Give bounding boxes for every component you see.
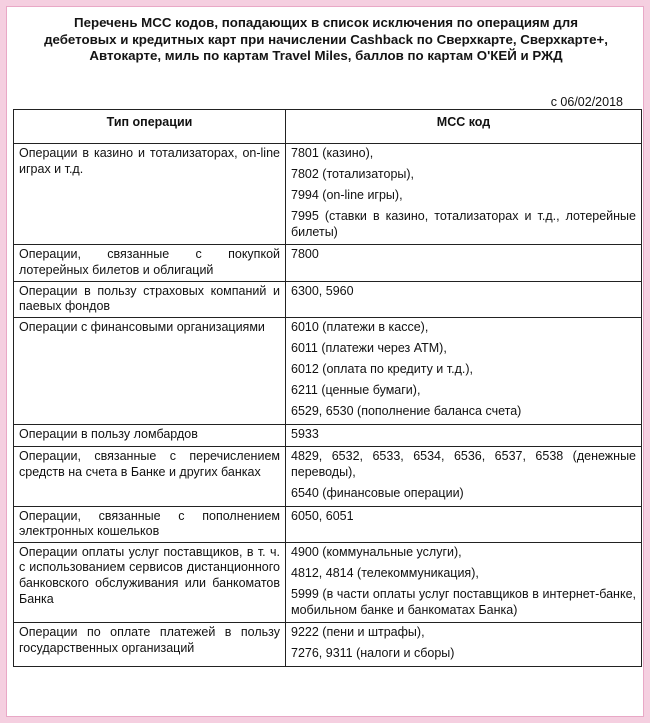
table-row (14, 317, 642, 424)
mcc-code-entry: 7276, 9311 (налоги и сборы) (291, 646, 455, 661)
mcc-code-entry: 7994 (on-line игры), (291, 188, 403, 203)
mcc-code-entry: 6211 (ценные бумаги), (291, 383, 421, 398)
mcc-code-cell (286, 245, 642, 281)
title-line: Автокарте, миль по картам Travel Miles, баллов по картам О'КЕЙ и РЖД (89, 48, 563, 63)
column-header-mcc-code: МСС код (286, 110, 642, 144)
mcc-code-cell (286, 542, 642, 622)
table-header-row (14, 110, 642, 144)
column-header-operation-type: Тип операции (14, 110, 286, 144)
document-sheet (6, 6, 644, 717)
table-row (14, 542, 642, 622)
mcc-code-cell (286, 424, 642, 447)
mcc-code-entry: 4812, 4814 (телекоммуникация), (291, 565, 479, 580)
mcc-code-entry: 6529, 6530 (пополнение баланса счета) (291, 404, 522, 419)
mcc-code-cell (286, 623, 642, 667)
mcc-table (13, 109, 642, 667)
table-row (14, 144, 642, 245)
table-row (14, 424, 642, 447)
mcc-code-entry: 6050, 6051 (291, 508, 354, 523)
table-row (14, 623, 642, 667)
effective-date: с 06/02/2018 (550, 95, 623, 109)
mcc-code-cell (286, 506, 642, 542)
mcc-code-entry: 7802 (тотализаторы), (291, 167, 415, 182)
operation-type-cell: Операции, связанные с перечислением средств на счета в Банке и других банках (14, 447, 286, 506)
operation-type-cell: Операции, связанные с пополнением электронных кошельков (14, 506, 286, 542)
operation-type-cell: Операции в казино и тотализаторах, on-line играх и т.д. (14, 144, 286, 245)
title-line: Перечень МСС кодов, попадающих в список исключения по операциям для (74, 15, 578, 30)
mcc-code-entry: 5933 (291, 426, 319, 441)
mcc-code-entry: 6300, 5960 (291, 283, 354, 298)
operation-type-cell: Операции в пользу страховых компаний и паевых фондов (14, 281, 286, 317)
operation-type-cell: Операции, связанные с покупкой лотерейных билетов и облигаций (14, 245, 286, 281)
mcc-code-entry: 7800 (291, 247, 319, 262)
mcc-code-entry: 6012 (оплата по кредиту и т.д.), (291, 362, 473, 377)
operation-type-cell: Операции в пользу ломбардов (14, 424, 286, 447)
title-line: дебетовых и кредитных карт при начислении Cashback по Сверхкарте, Сверхкарте+, (44, 31, 608, 47)
mcc-code-entry: 6011 (платежи через АТМ), (291, 340, 447, 355)
table-row (14, 506, 642, 542)
mcc-code-cell (286, 144, 642, 245)
mcc-code-cell (286, 317, 642, 424)
document-title (27, 15, 625, 65)
mcc-code-entry: 6010 (платежи в кассе), (291, 319, 429, 334)
mcc-code-entry: 6540 (финансовые операции) (291, 486, 464, 501)
mcc-code-entry: 9222 (пени и штрафы), (291, 625, 425, 640)
table-row (14, 281, 642, 317)
mcc-code-entry: 5999 (в части оплаты услуг поставщиков в интернет-банке, мобильном банке и банкоматах Банка) (291, 587, 636, 617)
mcc-code-cell (286, 281, 642, 317)
table-row (14, 447, 642, 506)
operation-type-cell: Операции с финансовыми организациями (14, 317, 286, 424)
operation-type-cell: Операции по оплате платежей в пользу государственных организаций (14, 623, 286, 667)
mcc-code-entry: 7801 (казино), (291, 146, 374, 160)
mcc-code-cell (286, 447, 642, 506)
mcc-code-entry: 4900 (коммунальные услуги), (291, 544, 462, 559)
mcc-code-entry: 7995 (ставки в казино, тотализаторах и т.д., лотерейные билеты) (291, 209, 636, 239)
mcc-code-entry: 4829, 6532, 6533, 6534, 6536, 6537, 6538 (денежные переводы), (291, 449, 636, 479)
table-row (14, 245, 642, 281)
operation-type-cell: Операции оплаты услуг поставщиков, в т. ч. с использованием сервисов дистанционного банковского обслуживания или банкоматов Банка (14, 542, 286, 622)
